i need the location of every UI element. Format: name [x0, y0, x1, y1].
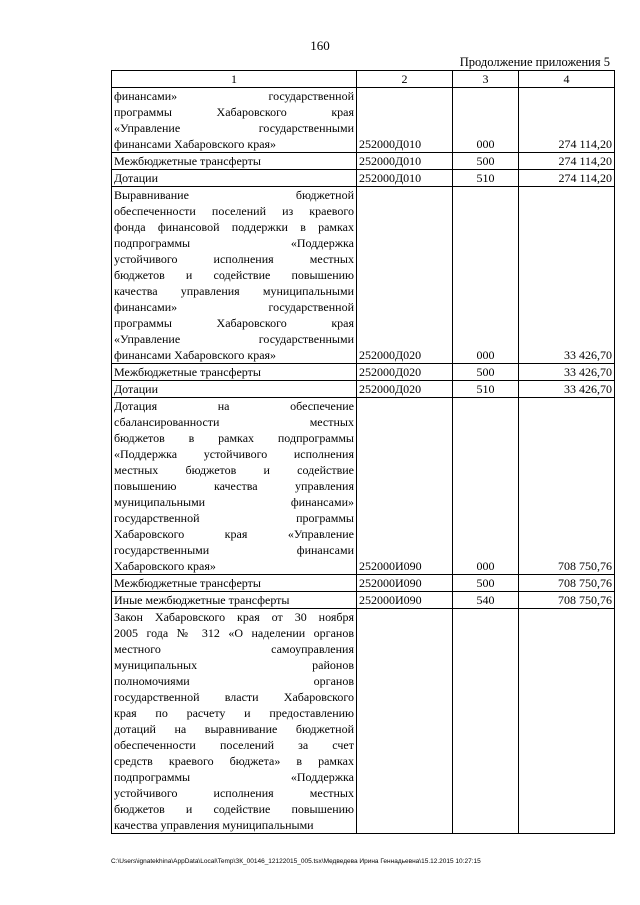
row-amount: 274 114,20: [519, 153, 615, 170]
row-amount: [519, 609, 615, 834]
row-code: 252000И090: [357, 398, 453, 575]
row-code: 252000И090: [357, 575, 453, 592]
table-row: [112, 592, 615, 609]
page-number: 160: [310, 38, 330, 53]
description-line: дотаций на выравнивание бюджетной: [114, 722, 354, 736]
description-line: финансами» государственной: [114, 300, 354, 314]
row-code: 252000Д020: [357, 364, 453, 381]
description-line: Хабаровского края»: [114, 559, 216, 573]
row-description: [112, 592, 357, 609]
description-line: устойчивого исполнения местных: [114, 786, 354, 800]
row-code: [357, 609, 453, 834]
table-row: [112, 153, 615, 170]
description-line: Дотации: [114, 171, 159, 185]
row-expense-type: 000: [453, 88, 519, 153]
row-amount: 274 114,20: [519, 88, 615, 153]
description-line: государственной власти Хабаровского: [114, 690, 354, 704]
description-line: финансами Хабаровского края»: [114, 137, 277, 151]
description-line: бюджетов и содействие повышению: [114, 802, 354, 816]
row-description: [112, 153, 357, 170]
row-amount: 33 426,70: [519, 381, 615, 398]
row-description: [112, 88, 357, 153]
row-expense-type: 510: [453, 381, 519, 398]
description-line: сбалансированности местных: [114, 415, 354, 429]
description-line: Дотация на обеспечение: [114, 399, 354, 413]
description-line: обеспеченности поселений за счет: [114, 738, 354, 752]
description-line: местного самоуправления: [114, 642, 354, 656]
row-amount: 708 750,76: [519, 398, 615, 575]
description-line: «Управление государственными: [114, 121, 354, 135]
row-expense-type: 000: [453, 187, 519, 364]
description-line: качества управления муниципальными: [114, 818, 314, 832]
header-col-3: 3: [453, 71, 519, 88]
row-expense-type: 000: [453, 398, 519, 575]
row-description: [112, 170, 357, 187]
table-row: [112, 609, 615, 834]
description-line: программы Хабаровского края: [114, 105, 354, 119]
description-line: средств краевого бюджета» в рамках: [114, 754, 354, 768]
description-line: подпрограммы «Поддержка: [114, 236, 354, 250]
description-line: Межбюджетные трансферты: [114, 154, 261, 168]
description-line: муниципальными финансами»: [114, 495, 354, 509]
row-expense-type: [453, 609, 519, 834]
row-code: 252000Д010: [357, 153, 453, 170]
row-expense-type: 510: [453, 170, 519, 187]
description-line: устойчивого исполнения местных: [114, 252, 354, 266]
table-row: [112, 88, 615, 153]
row-code: 252000Д010: [357, 88, 453, 153]
row-amount: 33 426,70: [519, 187, 615, 364]
description-line: фонда финансовой поддержки в рамках: [114, 220, 354, 234]
row-expense-type: 500: [453, 364, 519, 381]
row-description: [112, 609, 357, 834]
description-line: Выравнивание бюджетной: [114, 188, 354, 202]
table-row: [112, 575, 615, 592]
description-line: подпрограммы «Поддержка: [114, 770, 354, 784]
row-code: 252000Д020: [357, 187, 453, 364]
table-row: [112, 381, 615, 398]
description-line: повышению качества управления: [114, 479, 354, 493]
table-row: [112, 187, 615, 364]
table-row: [112, 364, 615, 381]
description-line: «Управление государственными: [114, 332, 354, 346]
row-expense-type: 500: [453, 575, 519, 592]
table-header-row: [112, 71, 615, 88]
description-line: финансами Хабаровского края»: [114, 348, 277, 362]
description-line: местных бюджетов и содействие: [114, 463, 354, 477]
description-line: программы Хабаровского края: [114, 316, 354, 330]
budget-table: [111, 70, 615, 834]
description-line: полномочиями органов: [114, 674, 354, 688]
row-description: [112, 575, 357, 592]
row-amount: 708 750,76: [519, 592, 615, 609]
row-amount: 708 750,76: [519, 575, 615, 592]
row-description: [112, 187, 357, 364]
row-amount: 33 426,70: [519, 364, 615, 381]
row-code: 252000И090: [357, 592, 453, 609]
description-line: Межбюджетные трансферты: [114, 365, 261, 379]
row-description: [112, 364, 357, 381]
description-line: финансами» государственной: [114, 89, 354, 103]
table-row: [112, 398, 615, 575]
continuation-label: Продолжение приложения 5: [459, 55, 610, 69]
description-line: Межбюджетные трансферты: [114, 576, 261, 590]
row-description: [112, 398, 357, 575]
description-line: государственной программы: [114, 511, 354, 525]
header-col-1: 1: [112, 71, 357, 88]
row-expense-type: 540: [453, 592, 519, 609]
description-line: бюджетов в рамках подпрограммы: [114, 431, 354, 445]
description-line: Хабаровского края «Управление: [114, 527, 354, 541]
description-line: качества управления муниципальными: [114, 284, 354, 298]
description-line: муниципальных районов: [114, 658, 354, 672]
description-line: «Поддержка устойчивого исполнения: [114, 447, 354, 461]
row-description: [112, 381, 357, 398]
row-expense-type: 500: [453, 153, 519, 170]
description-line: Закон Хабаровского края от 30 ноября: [114, 610, 354, 624]
description-line: обеспеченности поселений из краевого: [114, 204, 354, 218]
table-row: [112, 170, 615, 187]
header-col-2: 2: [357, 71, 453, 88]
row-amount: 274 114,20: [519, 170, 615, 187]
file-path-footer: C:\Users\ignatekhina\AppData\Local\Temp\ЗК_00146_12122015_005.tsx\Медведева Ирина Геннадьевна\15.12.2015 10:27:15: [111, 858, 481, 865]
description-line: края по расчету и предоставлению: [114, 706, 354, 720]
row-code: 252000Д010: [357, 170, 453, 187]
description-line: государственными финансами: [114, 543, 354, 557]
description-line: 2005 года № 312 «О наделении органов: [114, 626, 354, 640]
description-line: Дотации: [114, 382, 159, 396]
row-code: 252000Д020: [357, 381, 453, 398]
description-line: Иные межбюджетные трансферты: [114, 593, 290, 607]
header-col-4: 4: [519, 71, 615, 88]
description-line: бюджетов и содействие повышению: [114, 268, 354, 282]
